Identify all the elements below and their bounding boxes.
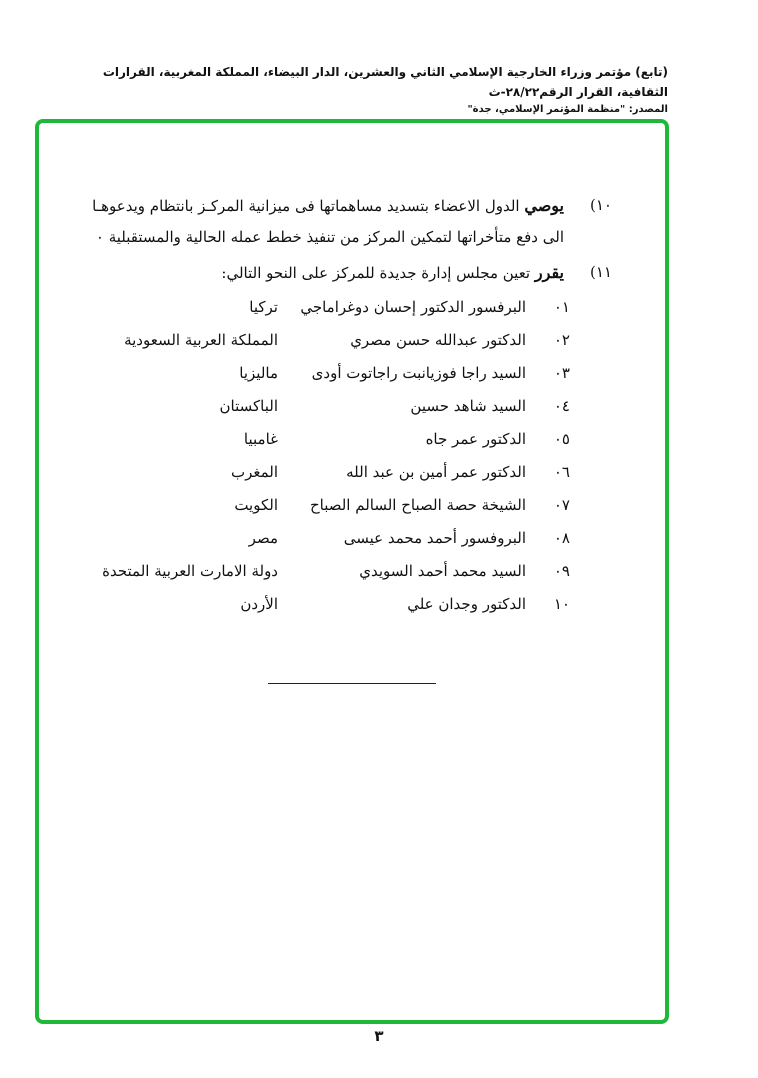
member-name: الدكتور عمر جاه — [425, 430, 526, 448]
paragraph-line — [92, 196, 564, 215]
member-country: المغرب — [230, 463, 278, 481]
paragraph-keyword: يقرر — [534, 263, 564, 282]
member-name: السيد شاهد حسين — [410, 397, 526, 415]
member-number: ٠٩ — [553, 562, 570, 580]
member-name: الدكتور عبدالله حسن مصري — [350, 331, 526, 349]
member-name: الدكتور عمر أمين بن عبد الله — [346, 463, 526, 481]
paragraph-line — [221, 263, 564, 282]
member-number: ١٠ — [553, 595, 570, 613]
member-name: الدكتور وجدان علي — [407, 595, 526, 613]
paragraph-line: الى دفع متأخراتها لتمكين المركز من تنفيذ خطط عمله الحالية والمستقبلية ٠ — [95, 228, 564, 246]
paragraph-text: تعين مجلس إدارة جديدة للمركز على النحو التالي: — [221, 264, 531, 282]
member-country: الباكستان — [219, 397, 278, 415]
member-country: مصر — [248, 529, 278, 547]
member-name: البروفسور أحمد محمد عيسى — [343, 529, 526, 547]
member-name: السيد راجا فوزيانبت راجاتوت أودى — [311, 364, 526, 382]
header-title: (تابع) مؤتمر وزراء الخارجية الإسلامي الثاني والعشرين، الدار البيضاء، المملكة المغربية، القرارات الثقافية، القرار الرقم٢٨/٢٢-ث — [102, 65, 668, 99]
header-source: المصدر: "منظمة المؤتمر الإسلامي، جدة" — [467, 104, 668, 115]
member-country: دولة الامارت العربية المتحدة — [102, 562, 278, 580]
member-number: ٠٧ — [553, 496, 570, 514]
member-number: ٠٦ — [553, 463, 570, 481]
member-number: ٠٤ — [553, 397, 570, 415]
member-number: ٠٣ — [553, 364, 570, 382]
member-number: ٠٨ — [553, 529, 570, 547]
member-number: ٠٥ — [553, 430, 570, 448]
paragraph-number: ١١) — [590, 263, 612, 281]
document-header — [68, 62, 668, 118]
member-country: المملكة العربية السعودية — [124, 331, 278, 349]
page-number: ٣ — [374, 1027, 384, 1045]
member-name: الشيخة حصة الصباح السالم الصباح — [309, 496, 526, 514]
member-number: ٠٢ — [553, 331, 570, 349]
paragraph-text: الدول الاعضاء بتسديد مساهماتها فى ميزانية المركـز بانتظام ويدعوهـا — [92, 197, 520, 215]
member-country: الكويت — [234, 496, 278, 514]
paragraph-keyword: يوصي — [524, 196, 564, 215]
member-country: تركيا — [249, 298, 278, 316]
member-country: ماليزيا — [239, 364, 278, 382]
member-country: الأردن — [240, 595, 278, 613]
paragraph-number: ١٠) — [590, 196, 612, 214]
member-country: غامبيا — [243, 430, 278, 448]
end-rule-divider — [268, 683, 436, 684]
member-name: البرفسور الدكتور إحسان دوغراماجي — [300, 298, 526, 316]
member-number: ٠١ — [553, 298, 570, 316]
member-name: السيد محمد أحمد السويدي — [359, 562, 526, 580]
